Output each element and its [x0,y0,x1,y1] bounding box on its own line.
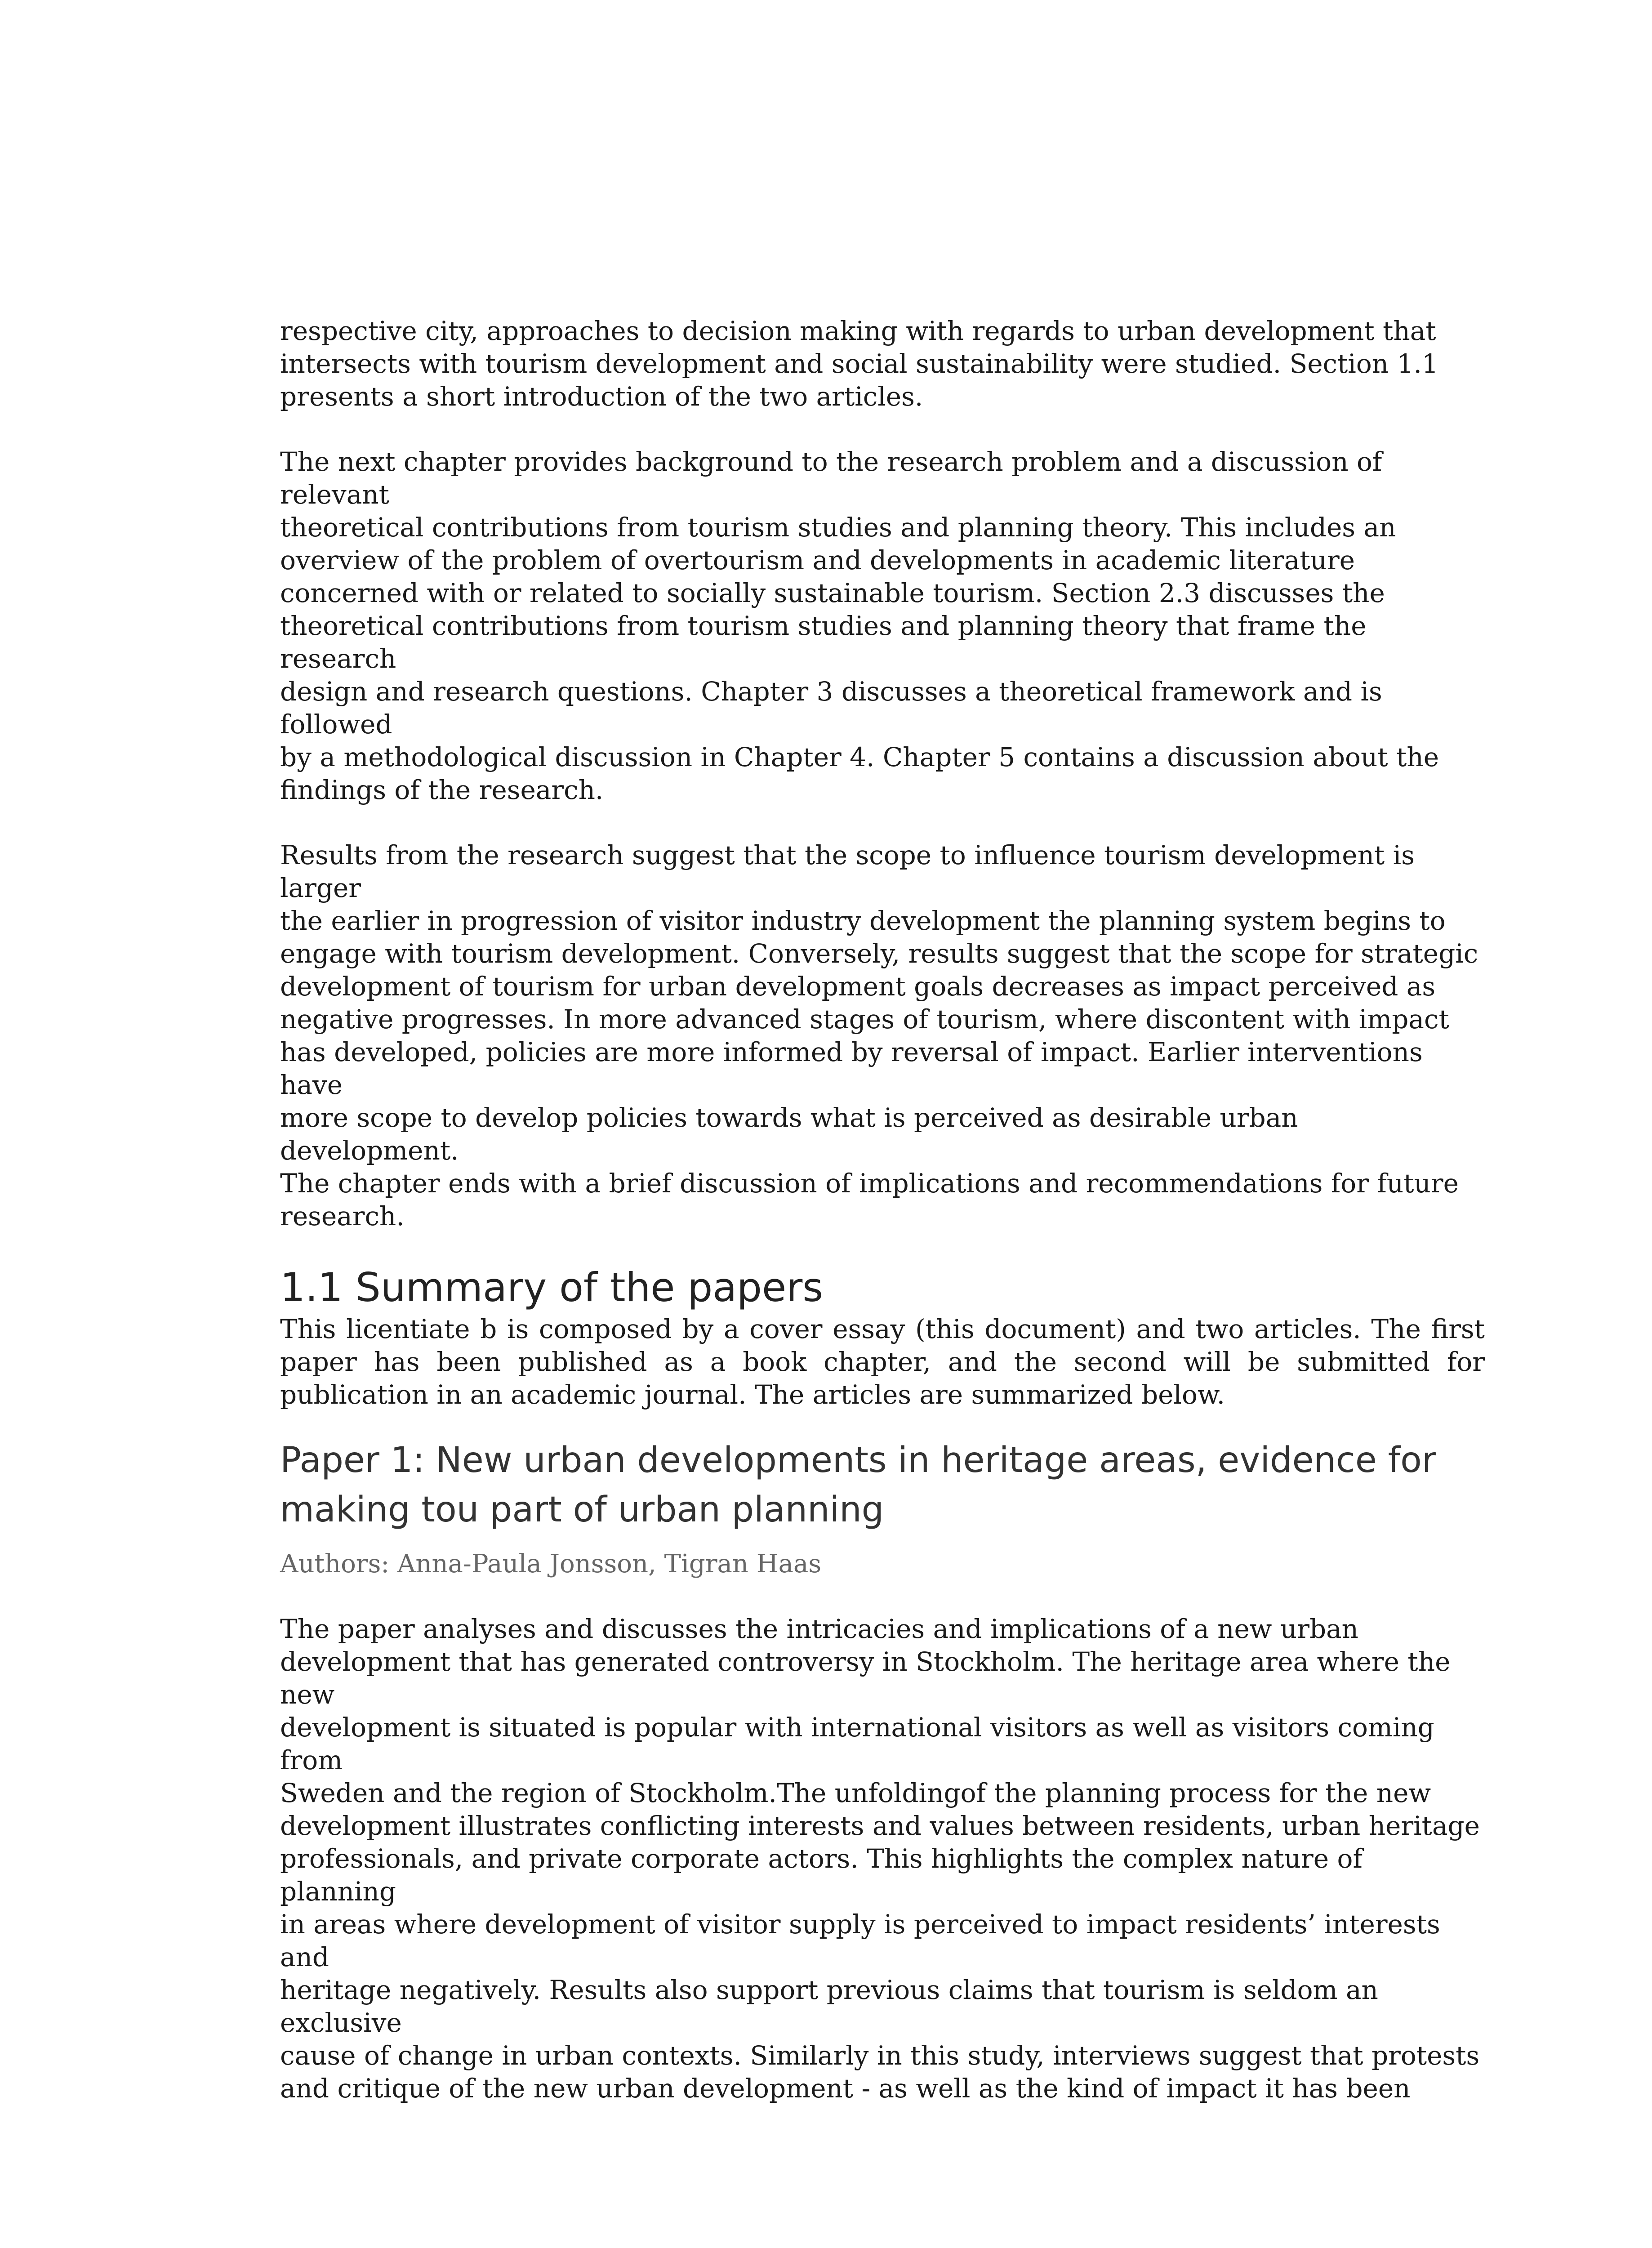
paper-1-abstract: The paper analyses and discusses the intricacies and implications of a new urban development that has generated controversy in Stockholm. The heritage area where the new development is situated is popular with international visitors as well as visitors coming from Sweden and the region of Stockholm.The unfoldingof the planning process for the new development illustrates conflicting interests and values between residents, urban heritage professionals, and private corporate actors. This highlights the complex nature of planning in areas where development of visitor supply is perceived to impact residents’ interests and heritage negatively. Results also support previous claims that tourism is seldom an exclusive cause of change in urban contexts. Similarly in this study, interviews suggest that protests and critique of the new urban development - as well as the kind of impact it has been [280,1614,1480,2104]
section-heading: 1.1 Summary of the papers [280,1264,824,1311]
section-paragraph: This licentiate b is composed by a cover essay (this document) and two articles. The first paper has been published as a book chapter, and the second will be submitted for publication in an academic journal. The articles are summarized below. [280,1314,1485,1410]
page-body [280,315,1485,2105]
paper-1-authors: Authors: Anna-Paula Jonsson, Tigran Haas [280,1549,822,1579]
intro-paragraph-3: Results from the research suggest that the scope to influence tourism development is larger the earlier in progression of visitor industry development the planning system begins to engage with tourism development. Conversely, results suggest that the scope for strategic development of tourism for urban development goals decreases as impact perceived as negative progresses. In more advanced stages of tourism, where discontent with impact has developed, policies are more informed by reversal of impact. Earlier interventions have more scope to develop policies towards what is perceived as desirable urban development. The chapter ends with a brief discussion of implications and recommendations for future research. [280,840,1478,1231]
intro-paragraph-1: respective city, approaches to decision making with regards to urban development that intersects with tourism development and social sustainability were studied. Section 1.1 presents a short introduction of the two articles. [280,316,1438,412]
paper-1-title: Paper 1: New urban developments in heritage areas, evidence for making tou part of urban planning [280,1440,1436,1530]
intro-paragraph-2: The next chapter provides background to the research problem and a discussion of relevant theoretical contributions from tourism studies and planning theory. This includes an overview of the problem of overtourism and developments in academic literature concerned with or related to socially sustainable tourism. Section 2.3 discusses the theoretical contributions from tourism studies and planning theory that frame the research design and research questions. Chapter 3 discusses a theoretical framework and is followed by a methodological discussion in Chapter 4. Chapter 5 contains a discussion about the findings of the research. [280,446,1439,805]
